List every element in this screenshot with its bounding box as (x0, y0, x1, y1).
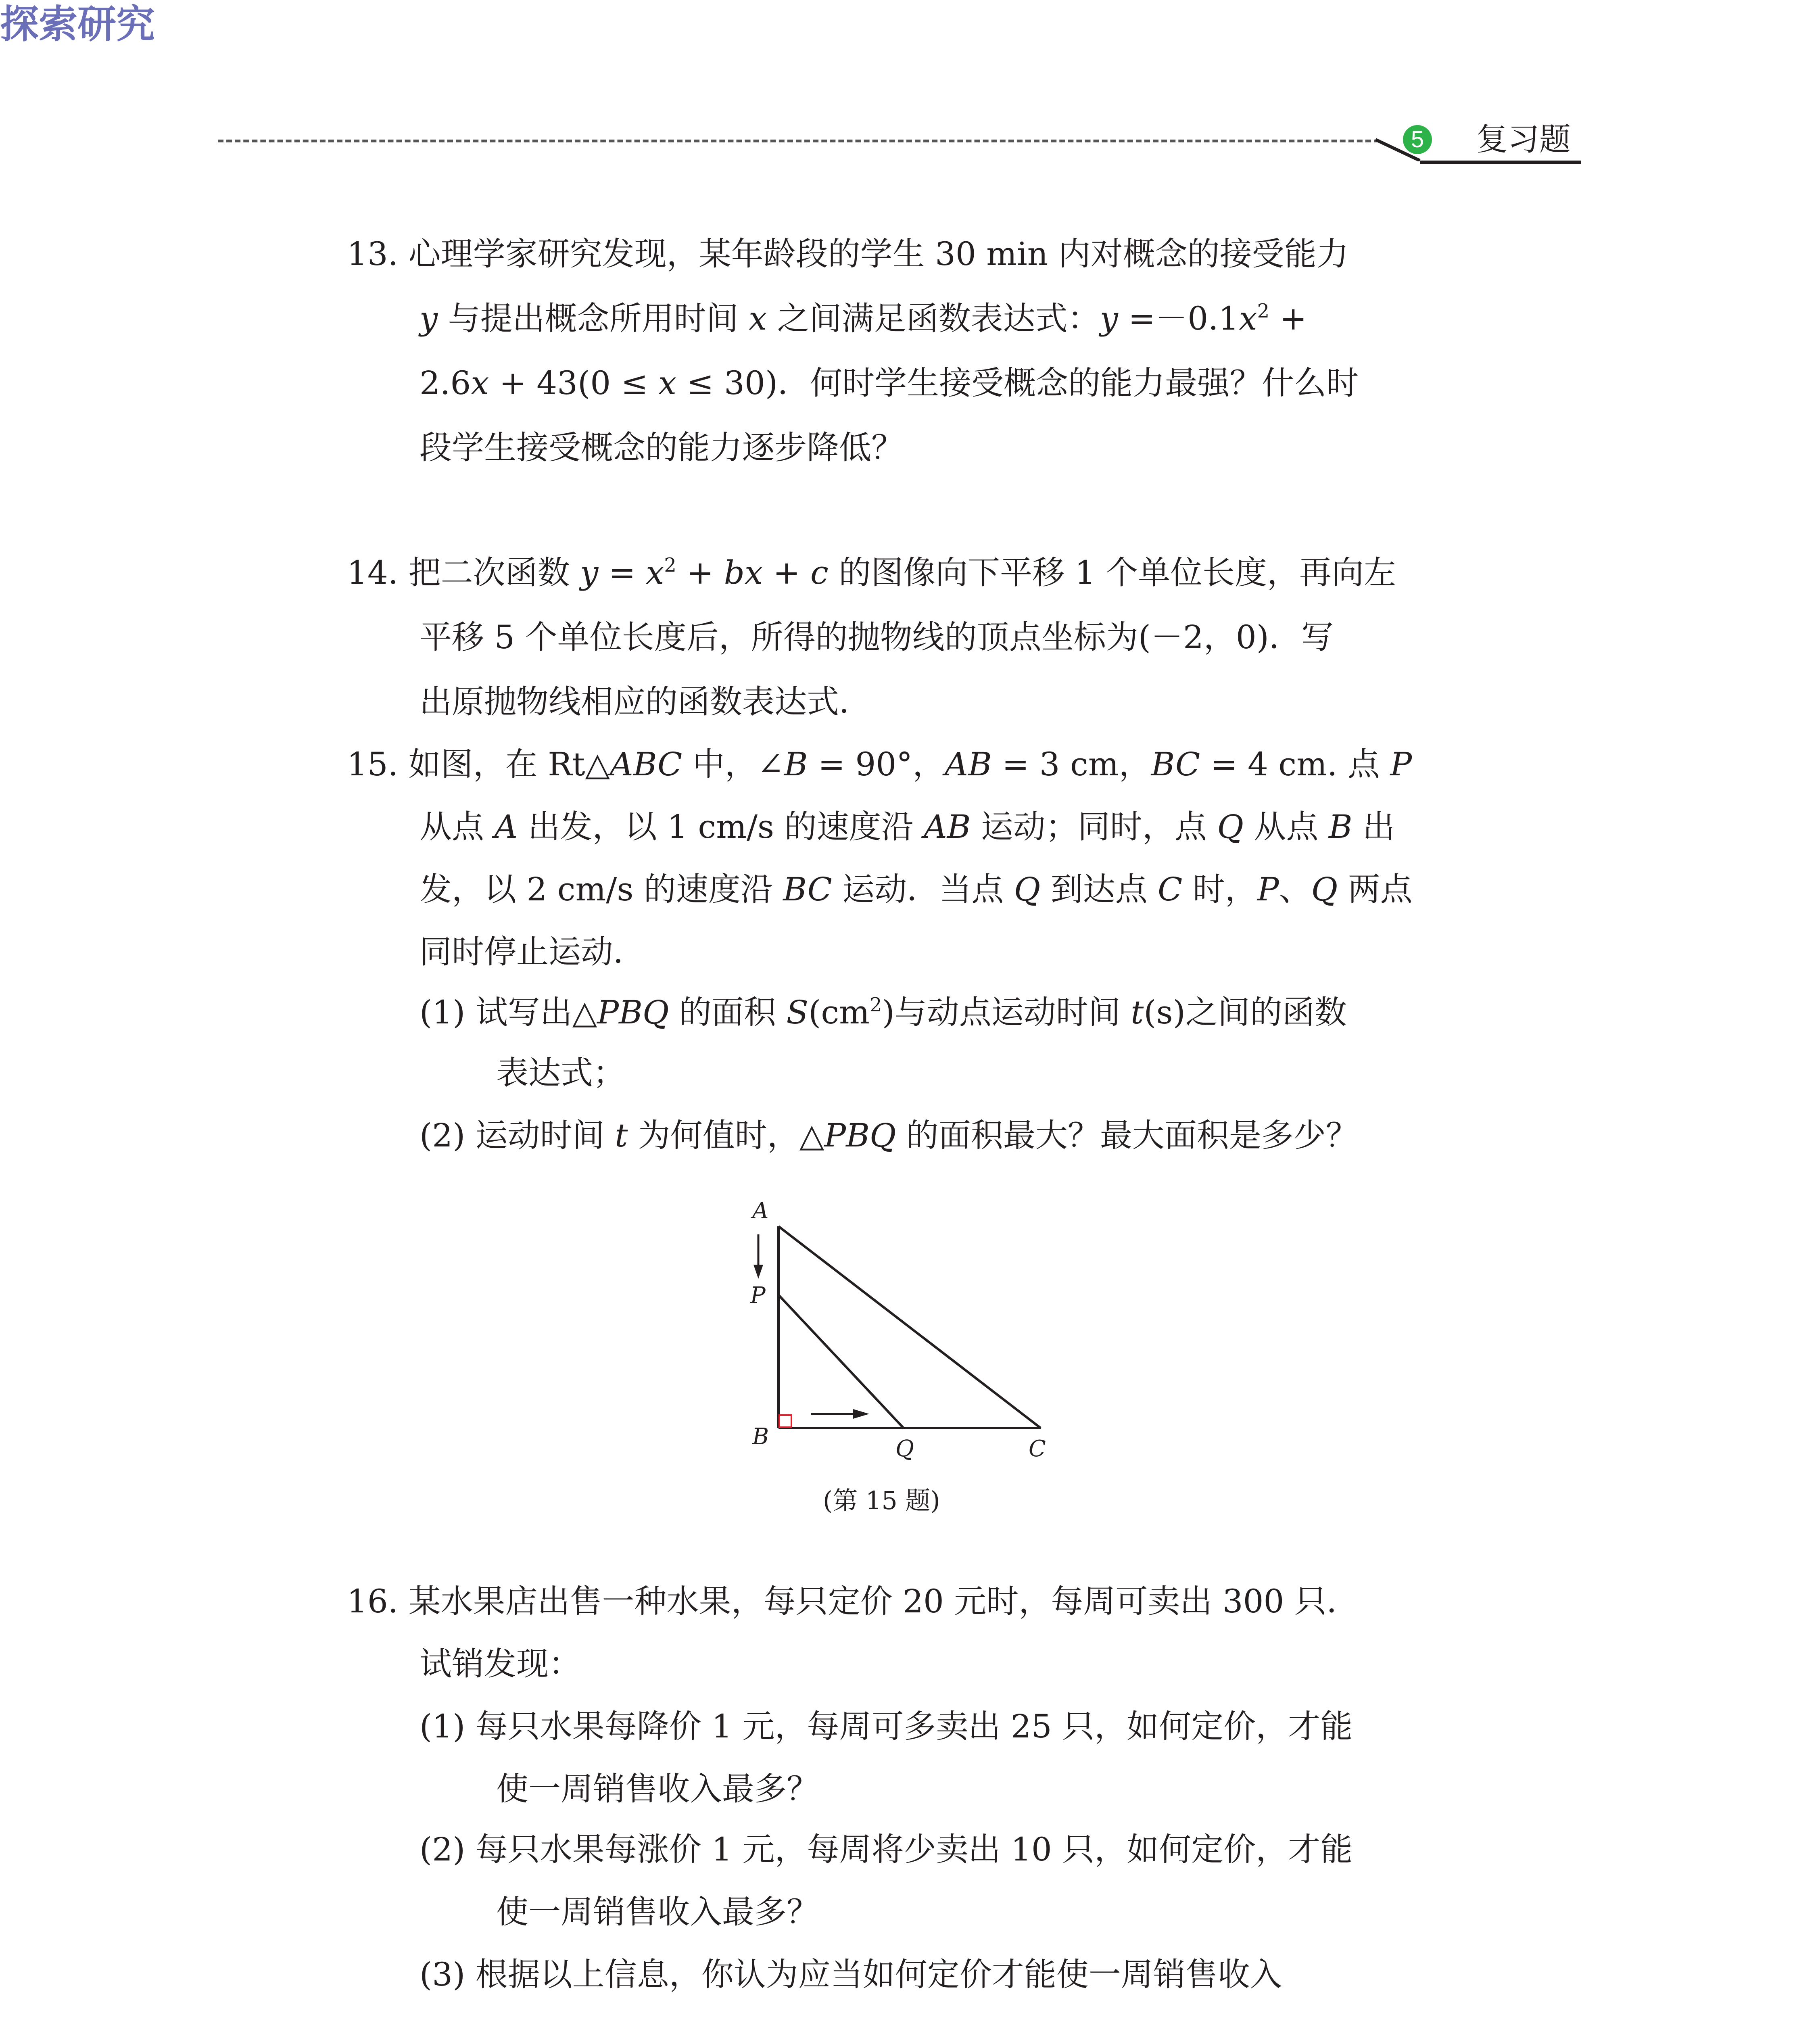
problem-16-subquestion-2-cont: 使一周销售收入最多？ (496, 1893, 819, 1931)
problem-16-subquestion-1-cont: 使一周销售收入最多？ (496, 1770, 819, 1808)
label-p: P (750, 1282, 766, 1309)
section-heading: 探索研究 (0, 2, 155, 47)
problem-15-subquestion-2: (2) 运动时间 t 为何值时，△PBQ 的面积最大？最大面积是多少？ (420, 1117, 1358, 1154)
problem-16-line-2: 试销发现： (420, 1645, 581, 1683)
problem-16-line-1: 16. 某水果店出售一种水果，每只定价 20 元时，每周可卖出 300 只． (347, 1583, 1359, 1620)
figure-caption: (第 15 题) (823, 1486, 940, 1515)
problem-16-subquestion-3: (3) 根据以上信息，你认为应当如何定价才能使一周销售收入 (420, 1956, 1282, 1993)
chapter-title: 复习题 (1476, 121, 1571, 158)
problem-13-line-4: 段学生接受概念的能力逐步降低？ (420, 429, 904, 466)
triangle-figure (734, 1194, 1065, 1509)
problem-15-line-1: 15. 如图，在 Rt△ABC 中，∠B = 90°，AB = 3 cm，BC = 4 cm. 点 P (347, 745, 1412, 783)
segment-pq (779, 1295, 904, 1428)
problem-15-subquestion-1-cont: 表达式； (496, 1054, 625, 1092)
problem-13-line-3: 2.6x + 43(0 ≤ x ≤ 30)．何时学生接受概念的能力最强？什么时 (420, 364, 1359, 402)
problem-15-line-3: 发，以 2 cm/s 的速度沿 BC 运动．当点 Q 到达点 C 时，P、Q 两点 (420, 871, 1413, 908)
label-a: A (752, 1198, 769, 1224)
label-q: Q (895, 1436, 914, 1462)
header-underline (1420, 161, 1581, 164)
arrow-down-head (753, 1265, 763, 1279)
problem-16-subquestion-1: (1) 每只水果每降价 1 元，每周可多卖出 25 只，如何定价，才能 (420, 1708, 1353, 1745)
problem-14-line-3: 出原抛物线相应的函数表达式． (420, 683, 871, 720)
label-c: C (1029, 1436, 1046, 1462)
arrow-right-head (853, 1409, 869, 1419)
problem-16-subquestion-2: (2) 每只水果每涨价 1 元，每周将少卖出 10 只，如何定价，才能 (420, 1831, 1353, 1868)
segment-ac (779, 1226, 1041, 1428)
problem-15-line-4: 同时停止运动． (420, 933, 645, 971)
problem-14-line-1: 14. 把二次函数 $y = x^2$ + bx + c 的图像向下平移 1 个单位长度，再向左 (347, 554, 1396, 591)
problem-15-line-2: 从点 A 出发，以 1 cm/s 的速度沿 AB 运动；同时，点 Q 从点 B 出 (420, 808, 1395, 846)
right-angle-mark (779, 1415, 791, 1427)
problem-14-line-2: 平移 5 个单位长度后，所得的抛物线的顶点坐标为(－2，0)．写 (420, 618, 1334, 656)
header-dashed-rule (218, 140, 1380, 142)
label-b: B (752, 1424, 769, 1450)
chapter-number-badge: 5 (1403, 125, 1432, 154)
problem-15-subquestion-1: (1) 试写出△PBQ 的面积 $S(cm^2)$与动点运动时间 t(s)之间的函数 (420, 994, 1347, 1031)
problem-13-line-1: 13. 心理学家研究发现，某年龄段的学生 30 min 内对概念的接受能力 (347, 235, 1349, 273)
problem-13-line-2: y 与提出概念所用时间 x 之间满足函数表达式：$y =-0.1x^2$ + (420, 300, 1307, 337)
